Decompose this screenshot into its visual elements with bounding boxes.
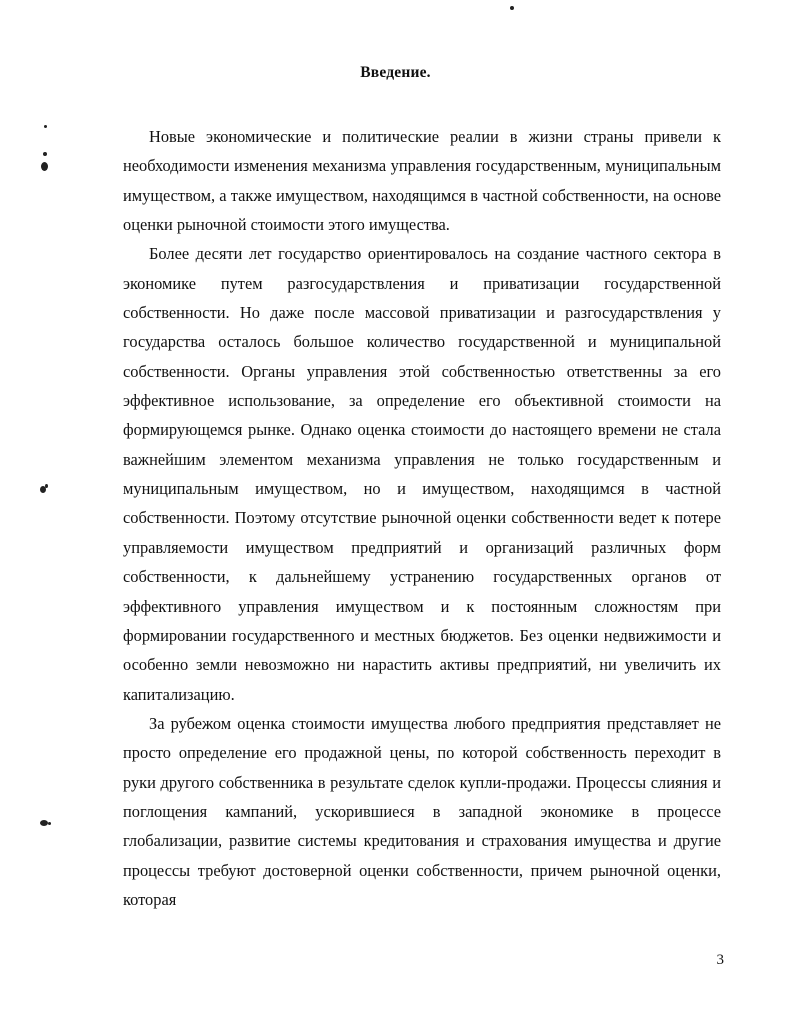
section-heading: Введение.	[360, 64, 431, 81]
scan-speck	[41, 162, 48, 171]
page-number: 3	[716, 952, 724, 968]
paragraph-2: Более десяти лет государство ориентировалось на создание частного сектора в экономике путем разгосударствления и приватизации государственной собственности. Но даже после массовой приватизации и разгосударствления у государства осталось большое количество государственной и муниципальной собственности. Органы управления этой собственностью ответственны за его эффективное использование, за определение его объективной стоимости на формирующемся рынке. Однако оценка стоимости до настоящего времени не стала важнейшим элементом механизма управления не только государственным и муниципальным имуществом, но и имуществом, находящимся в частной собственности. Поэтому отсутствие рыночной оценки собственности ведет к потере управляемости имуществом предприятий и организаций различных форм собственности, к дальнейшему устранению государственных органов от эффективного управления имуществом и к постоянным сложностям при формировании государственного и местных бюджетов. Без оценки недвижимости и особенно земли невозможно ни нарастить активы предприятий, ни увеличить их капитализацию.	[123, 244, 721, 704]
scan-speck	[43, 152, 47, 156]
scan-speck	[510, 6, 514, 10]
scan-speck	[40, 820, 48, 826]
scan-speck	[48, 822, 51, 825]
paragraph-3: За рубежом оценка стоимости имущества любого предприятия представляет не просто определение его продажной цены, по которой собственность переходит в руки другого собственника в результате сделок купли-продажи. Процессы слияния и поглощения кампаний, ускорившиеся в западной экономике в процессе глобализации, развитие системы кредитования и страхования имущества и другие процессы требуют достоверной оценки собственности, причем рыночной оценки, которая	[123, 713, 721, 909]
scan-speck	[44, 125, 47, 128]
body-text	[123, 122, 721, 914]
paragraph-1: Новые экономические и политические реалии в жизни страны привели к необходимости изменения механизма управления государственным, муниципальным имуществом, а также имуществом, находящимся в частной собственности, на основе оценки рыночной стоимости этого имущества.	[123, 127, 721, 235]
scan-speck	[45, 484, 48, 488]
